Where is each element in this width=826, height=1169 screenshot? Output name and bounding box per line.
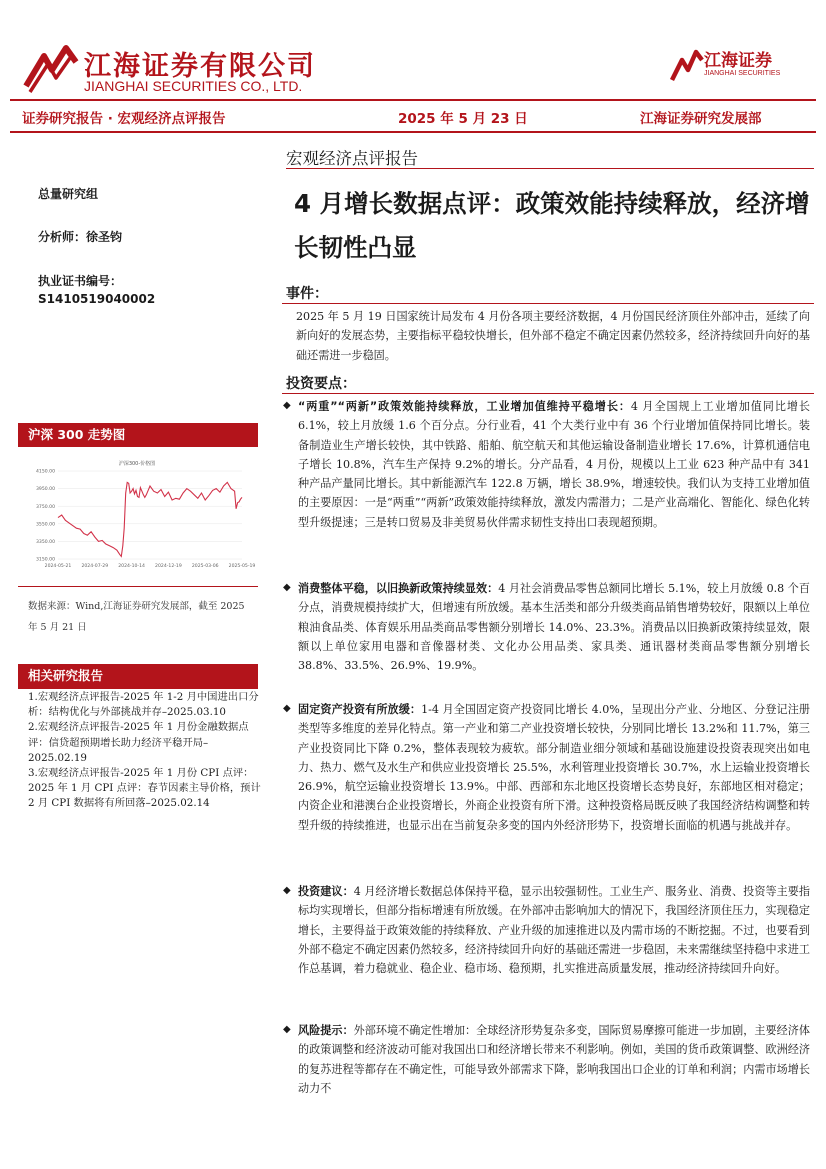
bullet-icon: ◆: [283, 582, 291, 593]
company-short-cn: 江海证券: [704, 51, 772, 71]
chart-y-axis: [36, 469, 242, 563]
chart-x-tick-label: 2025-05-19: [228, 564, 256, 569]
chart-x-tick-label: 2024-05-21: [44, 564, 72, 569]
chart-y-tick-label: 3750.00: [36, 504, 55, 510]
chart-source-line-2: 年 5 月 21 日: [28, 622, 87, 633]
company-logo-small: [670, 44, 800, 88]
point-body: 外部环境不确定性增加：全球经济形势复杂多变，国际贸易摩擦可能进一步加剧，主要经济体的政策调整和经济波动可能对我国出口和经济增长带来不利影响。例如，美国的货币政策调整、欧洲经济的复苏进程等都存在不确定性，可能导致外部需求下降，影响我国出口企业的订单和利润；内需市场增长动力不: [298, 1024, 810, 1095]
analyst-name: 分析师：徐圣钧: [38, 230, 123, 244]
chart-x-tick-label: 2025-03-06: [191, 564, 219, 569]
chart-section-rule: [18, 586, 258, 587]
chart-y-tick-label: 3350.00: [36, 540, 55, 545]
related-reports-heading: 相关研究报告: [18, 664, 258, 688]
chart-x-tick-label: 2024-07-29: [81, 564, 109, 569]
point-recommendation: [298, 882, 810, 978]
related-report-item[interactable]: 2.宏观经济点评报告-2025 年 1 月份金融数据点评：信贷超预期增长助力经济平稳开局–2025.02.19: [28, 721, 249, 764]
event-section-rule: [282, 303, 814, 304]
point-heading: 消费整体平稳，以旧换新政策持续显效：: [298, 582, 499, 595]
report-department: 江海证券研究发展部: [640, 111, 762, 127]
license-label: 执业证书编号：: [38, 274, 123, 288]
document-type-rule: [286, 168, 814, 169]
points-section-title: 投资要点：: [286, 376, 356, 392]
point-heading: “两重”“两新”政策效能持续释放，工业增加值维持平稳增长：: [298, 400, 631, 413]
chart-series-line: [58, 482, 242, 556]
chart-section-heading: 沪深 300 走势图: [18, 423, 258, 447]
point-body: 4 月全国规上工业增加值同比增长 6.1%，较上月放缓 1.6 个百分点。分行业看，41 个大类行业中有 36 个行业增加值保持同比增长。装备制造业生产增长较快，其中铁路、船舶、航空航天和其他运输设备制造业增长 17.6%，计算机通信电子增长 10.8%，汽车生产保持 9.2%的增长。分产品看，4 月份，规模以上工业 623 种产品中有 341 种产品产量同比增长。其中新能源汽车 122.8 万辆，增长 38.9%，增速较快。我们认为支持工业增加值的主要原因：一是“两重”“两新”政策效能持续释放，激发内需潜力；二是产业高端化、智能化、绿色化转型升级提速；三是转口贸易及非美贸易伙伴需求韧性支持出口表现超预期。: [298, 400, 810, 529]
company-name-cn: 江海证券有限公司: [84, 51, 316, 82]
bullet-icon: ◆: [283, 400, 291, 411]
chart-source-line-1: 数据来源：Wind,江海证券研究发展部，截至 2025: [28, 601, 245, 612]
logo-mark-small-icon: [670, 46, 704, 84]
point-body: 1-4 月全国固定资产投资同比增长 4.0%，呈现出分产业、分地区、分登记注册类型等多维度的差异化特点。第一产业和第二产业投资增长较快，分别同比增长 13.2%和 11.7%，第三产业投资同比下降 0.2%，整体表现较为疲软。部分制造业细分领域和基础设施建设投资表现突出如电力、热力、燃气及水生产和供应业投资增长 25.5%，水利管理业投资增长 30.7%，水上运输业投资增长 26.9%，航空运输业投资增长 13.9%。中部、西部和东北地区投资增长态势良好，东部地区相对稳定；内资企业和港澳台企业投资增长，外商企业投资有所下滑。这种投资格局既反映了我国经济结构调整和转型升级的持续推进，也显示出在当前复杂多变的国内外经济形势下，投资增长面临的机遇与挑战并存。: [298, 703, 810, 832]
header-bottom-rule: [10, 131, 816, 133]
chart-x-tick-label: 2024-12-19: [155, 564, 182, 569]
event-paragraph: 2025 年 5 月 19 日国家统计局发布 4 月份各项主要经济数据，4 月份国民经济顶住外部冲击，延续了向新向好的发展态势，主要指标平稳较快增长，但外部不稳定不确定因素仍然较多，经济持续回升向好的基础还需进一步稳固。: [296, 310, 810, 362]
page-title: 4 月增长数据点评：政策效能持续释放，经济增长韧性凸显: [294, 189, 810, 262]
event-section-title: 事件：: [286, 286, 328, 302]
chart-x-tick-label: 2024-10-14: [118, 564, 145, 569]
company-short-en: JIANGHAI SECURITIES: [704, 70, 781, 77]
bullet-icon: ◆: [283, 703, 291, 714]
hs300-line-chart: [24, 455, 256, 575]
related-report-item[interactable]: 1.宏观经济点评报告-2025 年 1-2 月中国进出口分析：结构优化与外部挑战并存–2025.03.10: [28, 691, 259, 719]
related-reports-rule: [18, 688, 258, 689]
chart-x-axis: [45, 563, 256, 569]
related-reports-list: [28, 690, 262, 812]
bullet-icon: ◆: [283, 1024, 291, 1035]
point-heading: 固定资产投资有所放缓：: [298, 703, 422, 716]
header-top-rule: [10, 99, 816, 101]
report-date: 2025 年 5 月 23 日: [398, 111, 528, 127]
chart-y-tick-label: 3950.00: [36, 487, 55, 493]
chart-y-tick-label: 3150.00: [36, 557, 55, 563]
point-consumption: [298, 579, 810, 675]
points-section-rule: [282, 393, 814, 394]
logo-mark-icon: [22, 42, 80, 94]
chart-y-tick-label: 3550.00: [36, 522, 55, 528]
report-category: 证券研究报告 · 宏观经济点评报告: [22, 111, 226, 127]
bullet-icon: ◆: [283, 885, 291, 896]
research-group: 总量研究组: [38, 187, 99, 201]
chart-y-tick-label: 4150.00: [36, 469, 55, 475]
point-heading: 投资建议：: [298, 885, 354, 898]
point-industry: [298, 397, 810, 532]
point-risk: [298, 1021, 810, 1098]
related-report-item[interactable]: 3.宏观经济点评报告-2025 年 1 月份 CPI 点评：2025 年 1 月 CPI 点评：春节因素主导价格，预计 2 月 CPI 数据将有所回落–2025.02.14: [28, 767, 261, 810]
document-type: 宏观经济点评报告: [286, 149, 418, 168]
chart-source: [28, 596, 260, 638]
point-body: 4 月经济增长数据总体保持平稳，显示出较强韧性。工业生产、服务业、消费、投资等主要指标均实现增长，但部分指标增速有所放缓。在外部冲击影响加大的情况下，我国经济顶住压力，实现稳定增长，主要得益于政策效能的持续释放、产业升级的加速推进以及内需市场的不断挖掘。不过，也要看到外部不稳定不确定因素仍然较多，经济持续回升向好的基础还需进一步稳固，未来需继续坚持稳中求进工作总基调，着力稳就业、稳企业、稳市场、稳预期，扎实推进高质量发展，推动经济持续回升向好。: [298, 885, 810, 976]
license-number: S1410519040002: [38, 292, 156, 306]
point-heading: 风险提示：: [298, 1024, 354, 1037]
company-name-en: JIANGHAI SECURITIES CO., LTD.: [84, 78, 303, 94]
point-investment: [298, 700, 810, 835]
chart-title: 沪深300-价格图: [118, 461, 156, 467]
company-logo: [22, 42, 316, 94]
point-body: 4 月社会消费品零售总额同比增长 5.1%，较上月放缓 0.8 个百分点，消费规模持续扩大，但增速有所放缓。基本生活类和部分升级类商品销售增势较好，限额以上单位粮油食品类、体育娱乐用品类商品零售额分别增长 14.0%、23.3%。消费品以旧换新政策持续显效，限额以上单位家用电器和音像器材类、文化办公用品类、家具类、通讯器材类商品零售额分别增长 38.8%、33.5%、26.9%、19.9%。: [298, 582, 810, 673]
